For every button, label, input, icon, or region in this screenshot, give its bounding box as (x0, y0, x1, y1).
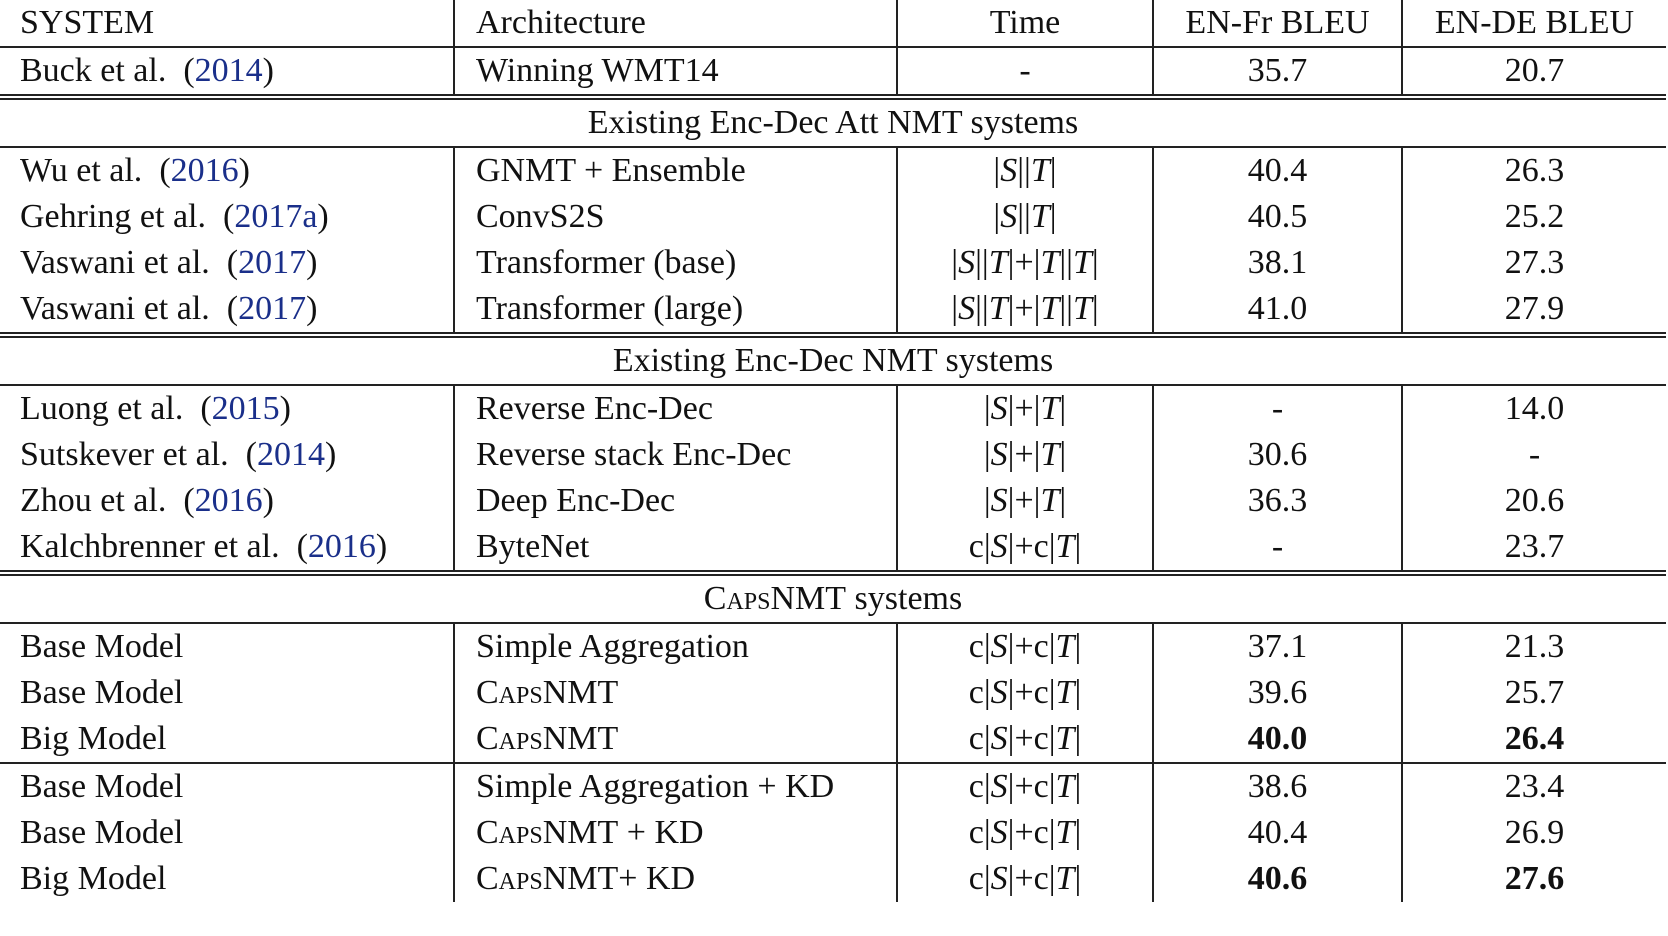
system-cell: Base Model (0, 670, 454, 716)
author-name: Gehring et al. (20, 198, 206, 235)
enfr-bleu-cell: 35.7 (1153, 47, 1402, 97)
ende-bleu-cell: 26.9 (1504, 814, 1565, 851)
ende-bleu-cell: 27.3 (1504, 244, 1565, 281)
header-time: Time (897, 0, 1153, 47)
section-title (0, 573, 1666, 623)
table-row (0, 240, 1666, 286)
time-complexity-cell: |S||T|+|T||T| (897, 240, 1153, 286)
system-cell: Wu et al. (2016) (0, 147, 454, 194)
table-row (0, 385, 1666, 432)
capsnmt-name: CapsNMT (476, 674, 619, 711)
system-cell: Vaswani et al. (2017) (0, 240, 454, 286)
citation-year: 2014 (194, 52, 263, 89)
table-row (0, 856, 1666, 902)
author-name: Kalchbrenner et al. (20, 528, 280, 565)
table-row (0, 47, 1666, 97)
system-cell: Base Model (0, 810, 454, 856)
ende-bleu-cell: 26.4 (1402, 716, 1666, 763)
ende-bleu-cell: 27.6 (1504, 860, 1565, 897)
time-complexity-cell: |S||T| (897, 194, 1153, 240)
enfr-bleu-cell: 38.1 (1153, 240, 1402, 286)
ende-bleu-cell: 21.3 (1504, 628, 1565, 665)
time-complexity-cell: |S||T|+|T||T| (897, 286, 1153, 335)
architecture-cell (454, 670, 897, 716)
enfr-bleu-cell: - (1153, 385, 1402, 432)
ende-bleu-cell: 25.7 (1504, 674, 1565, 711)
header-system: SYSTEM (0, 0, 454, 47)
capsnmt-name: CapsNMT (476, 720, 619, 757)
architecture-suffix: + KD (618, 814, 704, 851)
architecture-cell: Transformer (base) (454, 240, 897, 286)
system-cell: Kalchbrenner et al. (2016) (0, 524, 454, 573)
table-row (0, 670, 1666, 716)
table-row (0, 286, 1666, 335)
table-row (0, 432, 1666, 478)
author-name: Wu et al. (20, 152, 143, 189)
architecture-cell: ConvS2S (454, 194, 897, 240)
section-title: Existing Enc-Dec Att NMT systems (0, 97, 1666, 147)
enfr-bleu-cell: 40.4 (1153, 147, 1402, 194)
time-complexity-cell: c|S|+c|T| (897, 856, 1153, 902)
time-complexity-cell: c|S|+c|T| (897, 623, 1153, 670)
time-complexity-cell: |S|+|T| (897, 432, 1153, 478)
header-enfr-bleu: EN-Fr BLEU (1153, 0, 1402, 47)
architecture-cell: Transformer (large) (454, 286, 897, 335)
citation-year: 2016 (194, 482, 263, 519)
table-row (0, 763, 1666, 810)
ende-bleu-cell: 20.7 (1402, 47, 1666, 97)
time-complexity-cell: |S||T| (897, 147, 1153, 194)
author-name: Luong et al. (20, 390, 184, 427)
time-complexity-cell: c|S|+c|T| (897, 670, 1153, 716)
section-header-caps (0, 573, 1666, 623)
architecture-cell: Simple Aggregation + KD (454, 763, 897, 810)
table-row (0, 0, 1666, 47)
time-complexity-cell: c|S|+c|T| (897, 524, 1153, 573)
enfr-bleu-cell: 39.6 (1153, 670, 1402, 716)
time-complexity-cell: c|S|+c|T| (897, 810, 1153, 856)
table-row (0, 810, 1666, 856)
author-name: Zhou et al. (20, 482, 167, 519)
system-cell: Sutskever et al. (2014) (0, 432, 454, 478)
citation-year: 2017 (238, 290, 307, 327)
system-cell: Base Model (0, 623, 454, 670)
enfr-bleu-cell: 38.6 (1153, 763, 1402, 810)
time-complexity-cell: |S|+|T| (897, 385, 1153, 432)
author-name: Vaswani et al. (20, 290, 210, 327)
author-name: Buck et al. (20, 52, 167, 89)
ende-bleu-cell: 25.2 (1504, 198, 1565, 235)
time-complexity-cell: |S|+|T| (897, 478, 1153, 524)
section-title: Existing Enc-Dec NMT systems (0, 335, 1666, 385)
enfr-bleu-cell: 40.4 (1153, 810, 1402, 856)
architecture-cell: Winning WMT14 (454, 47, 897, 97)
ende-bleu-cell: 23.7 (1402, 524, 1666, 573)
enfr-bleu-cell: 36.3 (1153, 478, 1402, 524)
table-row (0, 478, 1666, 524)
table-row (0, 716, 1666, 763)
architecture-cell: ByteNet (454, 524, 897, 573)
time-complexity-cell: c|S|+c|T| (897, 716, 1153, 763)
ende-bleu-cell: 27.9 (1402, 286, 1666, 335)
capsnmt-name: CapsNMT (703, 580, 847, 617)
architecture-cell (454, 810, 897, 856)
architecture-cell (454, 716, 897, 763)
system-cell: Zhou et al. (2016) (0, 478, 454, 524)
system-cell: Big Model (0, 716, 454, 763)
enfr-bleu-cell: 40.6 (1153, 856, 1402, 902)
ende-bleu-cell: 23.4 (1504, 768, 1565, 805)
capsnmt-name: CapsNMT (476, 860, 619, 897)
citation-year: 2014 (257, 436, 325, 473)
enfr-bleu-cell: 37.1 (1153, 623, 1402, 670)
architecture-cell: GNMT + Ensemble (454, 147, 897, 194)
enfr-bleu-cell: - (1153, 524, 1402, 573)
table-row (0, 194, 1666, 240)
citation-year: 2017 (238, 244, 307, 281)
architecture-cell: Reverse Enc-Dec (454, 385, 897, 432)
architecture-suffix: + KD (618, 860, 696, 897)
time-complexity-cell: c|S|+c|T| (897, 763, 1153, 810)
enfr-bleu-cell: 30.6 (1153, 432, 1402, 478)
citation-year: 2016 (307, 528, 376, 565)
ende-bleu-cell: 26.3 (1504, 152, 1565, 189)
system-cell: Gehring et al. (2017a) (0, 194, 454, 240)
author-name: Sutskever et al. (20, 436, 229, 473)
enfr-bleu-cell: 40.0 (1153, 716, 1402, 763)
author-name: Vaswani et al. (20, 244, 210, 281)
architecture-cell: Deep Enc-Dec (454, 478, 897, 524)
ende-bleu-cell: 20.6 (1504, 482, 1565, 519)
enfr-bleu-cell: 41.0 (1153, 286, 1402, 335)
system-cell: Big Model (0, 856, 454, 902)
header-ende-bleu: EN-DE BLEU (1402, 0, 1666, 47)
citation-year: 2017a (234, 198, 318, 235)
architecture-cell (454, 856, 897, 902)
enfr-bleu-cell: 40.5 (1153, 194, 1402, 240)
section-title-rest: systems (846, 580, 963, 617)
header-architecture: Architecture (454, 0, 897, 47)
section-header-att (0, 97, 1666, 147)
system-cell: Luong et al. (2015) (0, 385, 454, 432)
time-complexity-cell: - (897, 47, 1153, 97)
system-cell: Buck et al. (2014) (0, 47, 454, 97)
system-cell: Vaswani et al. (2017) (0, 286, 454, 335)
system-cell: Base Model (0, 763, 454, 810)
citation-year: 2016 (170, 152, 239, 189)
table-row (0, 524, 1666, 573)
architecture-cell: Reverse stack Enc-Dec (454, 432, 897, 478)
capsnmt-name: CapsNMT (476, 814, 619, 851)
citation-year: 2015 (211, 390, 280, 427)
ende-bleu-cell: - (1528, 436, 1541, 473)
table-row (0, 147, 1666, 194)
ende-bleu-cell: 14.0 (1504, 390, 1565, 427)
table-row (0, 623, 1666, 670)
architecture-cell: Simple Aggregation (454, 623, 897, 670)
section-header-encdec (0, 335, 1666, 385)
